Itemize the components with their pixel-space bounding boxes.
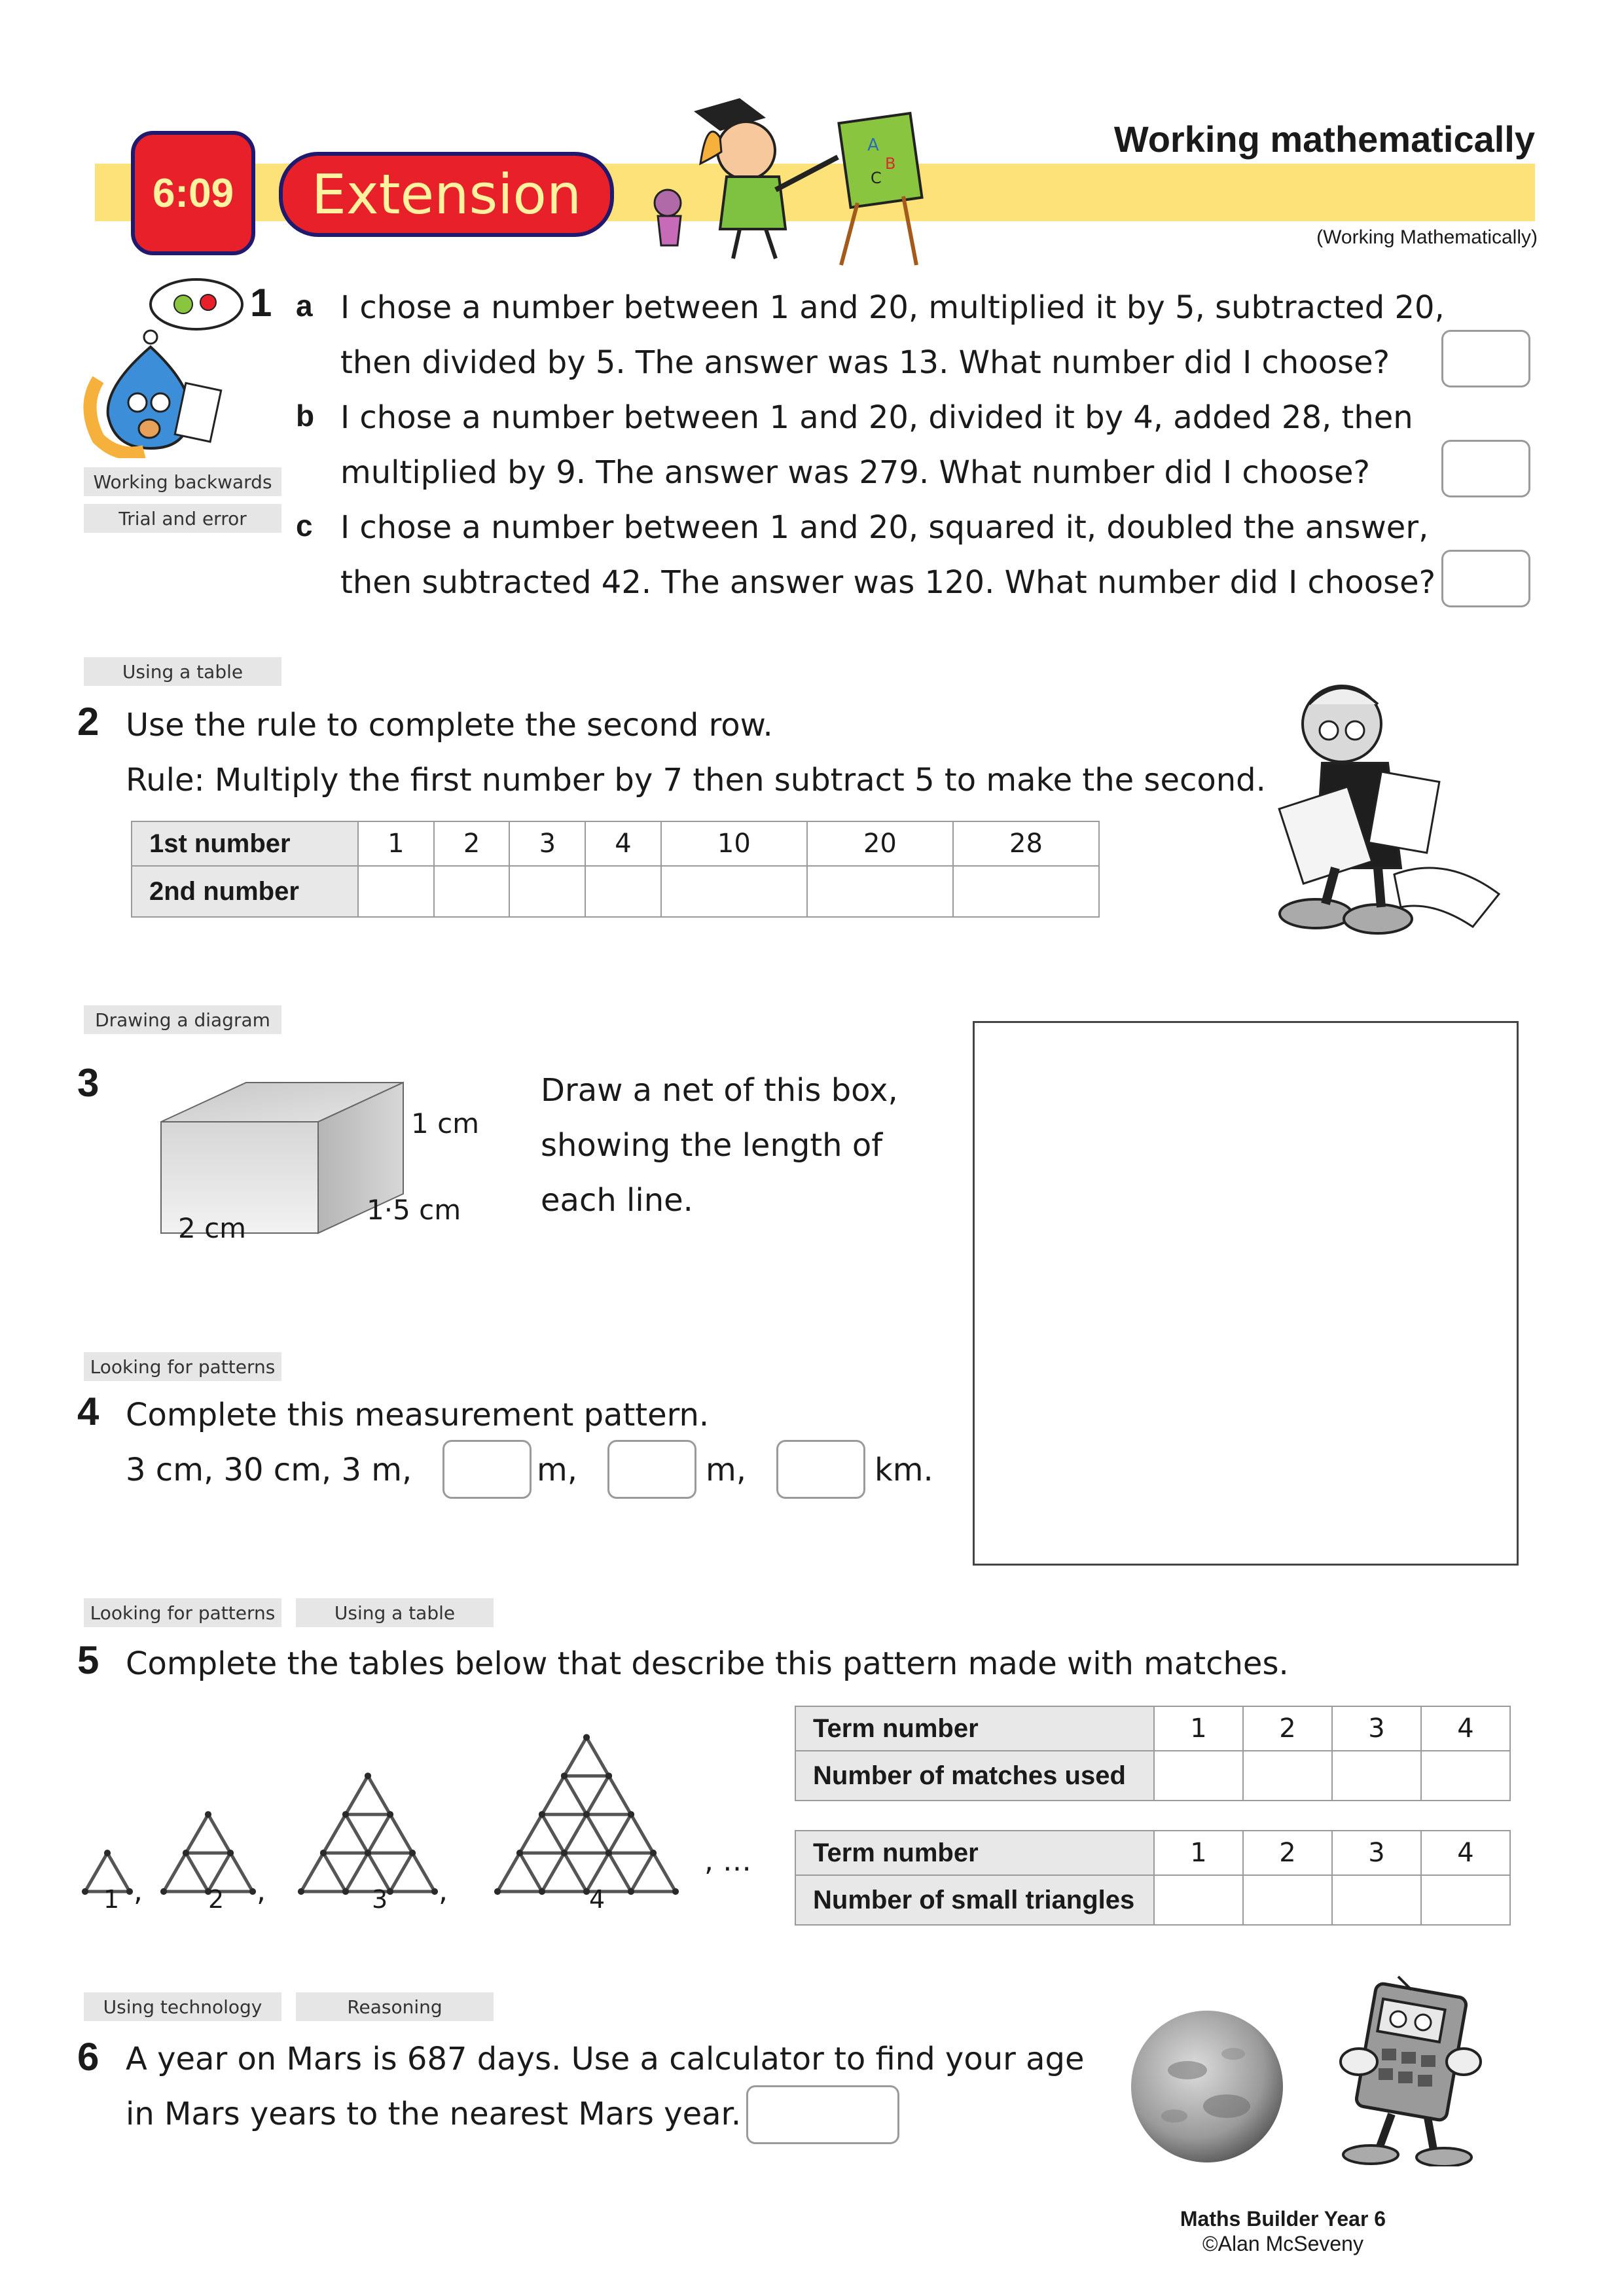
footer-book-title: Maths Builder Year 6 [1180,2207,1386,2231]
table-cell: 3 [1332,1831,1421,1875]
match-stick [186,1853,208,1892]
part-letter: c [296,509,313,543]
match-stick [564,1776,586,1814]
answer-box-1b[interactable] [1441,440,1530,497]
match-stick [323,1853,346,1892]
match-stick [368,1776,390,1814]
match-stick [164,1853,186,1892]
separator-comma: , [134,1874,143,1908]
match-head [82,1888,88,1895]
match-stick [368,1814,390,1853]
table-row-label: 2nd number [132,866,358,917]
table-cell: 2 [1243,1831,1332,1875]
question-text: each line. [541,1182,693,1219]
matchstick-triangle-pattern [72,1702,792,1918]
match-head [409,1850,416,1856]
match-head [583,1734,590,1740]
match-stick [186,1814,208,1853]
table-cell: 20 [807,821,953,866]
answer-cell[interactable] [434,866,510,917]
match-stick [609,1853,631,1892]
match-head [539,1811,545,1818]
table-cell: 3 [1332,1706,1421,1751]
match-stick [323,1814,346,1853]
table-cell: 1 [358,821,434,866]
answer-box-4a[interactable] [442,1440,532,1499]
extension-badge [279,152,614,237]
question-number: 5 [77,1638,99,1682]
answer-cell[interactable] [358,866,434,917]
match-stick [520,1814,542,1853]
figure-label: 4 [589,1885,605,1914]
question-number: 3 [77,1061,99,1105]
question-text: multiplied by 9. The answer was 279. What number did I choose? [340,454,1370,491]
table-cell: 1 [1154,1706,1243,1751]
match-stick [346,1814,368,1853]
answer-box-1c[interactable] [1441,550,1530,607]
page-subtitle: (Working Mathematically) [1316,226,1538,248]
question-text: A year on Mars is 687 days. Use a calculator to find your age [126,2041,1085,2077]
unit-label: m, [706,1452,747,1488]
match-stick [497,1853,520,1892]
answer-cell[interactable] [1421,1875,1510,1925]
part-letter: b [296,399,315,433]
match-stick [346,1776,368,1814]
answer-cell[interactable] [1243,1875,1332,1925]
svg-text:A: A [867,135,879,155]
match-head [628,1888,634,1895]
unit-label: km. [875,1452,933,1488]
match-head [320,1850,327,1856]
match-head [249,1888,256,1895]
match-head [365,1850,371,1856]
match-head [539,1888,545,1895]
match-head [205,1811,211,1818]
match-stick [564,1814,586,1853]
answer-cell[interactable] [661,866,807,917]
question-number: 1 [250,281,272,325]
match-head [227,1850,234,1856]
question-text: I chose a number between 1 and 20, multiplied it by 5, subtracted 20, [340,289,1445,326]
figure-label: 3 [372,1885,388,1914]
match-head [605,1850,612,1856]
match-head [494,1888,501,1895]
match-stick [390,1853,412,1892]
mars-planet-image [1128,2008,1286,2165]
net-drawing-area[interactable] [973,1021,1519,1566]
match-head [387,1811,393,1818]
svg-text:C: C [871,169,882,187]
triangles-table [795,1830,1511,1926]
separator-comma: , [439,1874,448,1908]
section-number: 6:09 [152,170,234,216]
professor-cartoon-illustration [1263,678,1525,940]
part-letter: a [296,289,313,323]
extension-label: Extension [311,162,582,226]
answer-cell[interactable] [509,866,585,917]
question-text: Draw a net of this box, [541,1072,898,1109]
figure-label: 1 [103,1885,120,1914]
strategy-tag: Using a table [296,1598,494,1627]
question-number: 6 [77,2035,99,2079]
match-head [583,1811,590,1818]
table-cell: 4 [1421,1706,1510,1751]
match-stick [520,1853,542,1892]
match-stick [586,1776,609,1814]
match-head [516,1850,523,1856]
answer-cell[interactable] [1154,1751,1243,1801]
separator-comma: , [257,1874,266,1908]
section-number-badge [131,131,255,255]
answer-box-4b[interactable] [607,1440,696,1499]
answer-box-1a[interactable] [1441,330,1530,387]
table-row-label: 1st number [132,821,358,866]
calculator-cartoon-illustration [1320,1964,1503,2166]
match-stick [390,1814,412,1853]
page-title: Working mathematically [1113,118,1535,160]
match-stick [609,1776,631,1814]
match-head [183,1850,189,1856]
match-head [605,1772,612,1779]
question-text: then subtracted 42. The answer was 120. What number did I choose? [340,564,1436,601]
answer-cell[interactable] [1421,1751,1510,1801]
table-cell: 1 [1154,1831,1243,1875]
strategy-tag: Drawing a diagram [84,1005,281,1034]
strategy-tag: Looking for patterns [84,1352,281,1381]
figure-ellipsis: , … [704,1844,751,1878]
rule-table [131,821,1100,918]
strategy-tag: Using a table [84,657,281,686]
strategy-tag: Reasoning [296,1992,494,2021]
answer-cell[interactable] [1154,1875,1243,1925]
match-stick [586,1737,609,1776]
match-stick [230,1853,253,1892]
question-text: Complete this measurement pattern. [126,1397,710,1433]
answer-cell[interactable] [1332,1751,1421,1801]
box-length-label: 2 cm [178,1212,247,1244]
box-depth-label: 1·5 cm [367,1194,461,1226]
matches-table [795,1706,1511,1801]
box-height-label: 1 cm [411,1107,480,1139]
svg-text:B: B [885,154,896,173]
answer-cell[interactable] [1243,1751,1332,1801]
question-text: I chose a number between 1 and 20, squared it, doubled the answer, [340,509,1429,546]
strategy-tag: Working backwards [84,467,281,496]
match-stick [564,1737,586,1776]
unit-label: m, [537,1452,578,1488]
answer-cell[interactable] [807,866,953,917]
question-text: then divided by 5. The answer was 13. What number did I choose? [340,344,1390,381]
match-head [160,1888,167,1895]
answer-box-4c[interactable] [776,1440,865,1499]
match-stick [412,1853,435,1892]
answer-cell[interactable] [585,866,661,917]
match-stick [586,1814,609,1853]
match-head [365,1772,371,1779]
match-stick [301,1853,323,1892]
match-stick [631,1853,653,1892]
answer-cell[interactable] [953,866,1099,917]
strategy-tag: Using technology [84,1992,281,2021]
table-row-label: Term number [795,1706,1154,1751]
table-row-label: Number of matches used [795,1751,1154,1801]
answer-box-6[interactable] [746,2085,899,2144]
match-head [387,1888,393,1895]
table-cell: 4 [1421,1831,1510,1875]
table-cell: 10 [661,821,807,866]
question-text: Complete the tables below that describe this pattern made with matches. [126,1645,1289,1682]
thinking-drop-cartoon [79,275,255,458]
question-text: Use the rule to complete the second row. [126,707,773,744]
match-head [561,1772,568,1779]
table-cell: 4 [585,821,661,866]
match-head [342,1811,349,1818]
match-head [431,1888,438,1895]
match-head [342,1888,349,1895]
match-stick [564,1853,586,1892]
teacher-cartoon-illustration [641,92,929,268]
table-cell: 2 [434,821,510,866]
match-stick [609,1814,631,1853]
table-cell: 28 [953,821,1099,866]
strategy-tag: Looking for patterns [84,1598,281,1627]
match-stick [542,1853,564,1892]
match-head [298,1888,304,1895]
match-head [104,1850,111,1856]
match-stick [542,1776,564,1814]
table-row-label: Number of small triangles [795,1875,1154,1925]
rule-text: Rule: Multiply the first number by 7 then subtract 5 to make the second. [126,762,1266,798]
question-text: I chose a number between 1 and 20, divided it by 4, added 28, then [340,399,1413,436]
question-text: in Mars years to the nearest Mars year. [126,2096,742,2132]
match-stick [346,1853,368,1892]
match-head [628,1811,634,1818]
match-stick [208,1814,230,1853]
strategy-tag: Trial and error [84,504,281,533]
match-head [650,1850,657,1856]
table-cell: 3 [509,821,585,866]
question-number: 2 [77,700,99,744]
match-head [672,1888,679,1895]
footer-copyright: ©Alan McSeveny [1202,2232,1363,2255]
question-number: 4 [77,1390,99,1433]
match-stick [542,1814,564,1853]
table-row-label: Term number [795,1831,1154,1875]
figure-label: 2 [208,1885,225,1914]
match-head [561,1850,568,1856]
pattern-given-values: 3 cm, 30 cm, 3 m, [126,1452,412,1488]
match-stick [653,1853,676,1892]
answer-cell[interactable] [1332,1875,1421,1925]
match-head [126,1888,133,1895]
table-cell: 2 [1243,1706,1332,1751]
question-text: showing the length of [541,1127,883,1164]
match-stick [631,1814,653,1853]
